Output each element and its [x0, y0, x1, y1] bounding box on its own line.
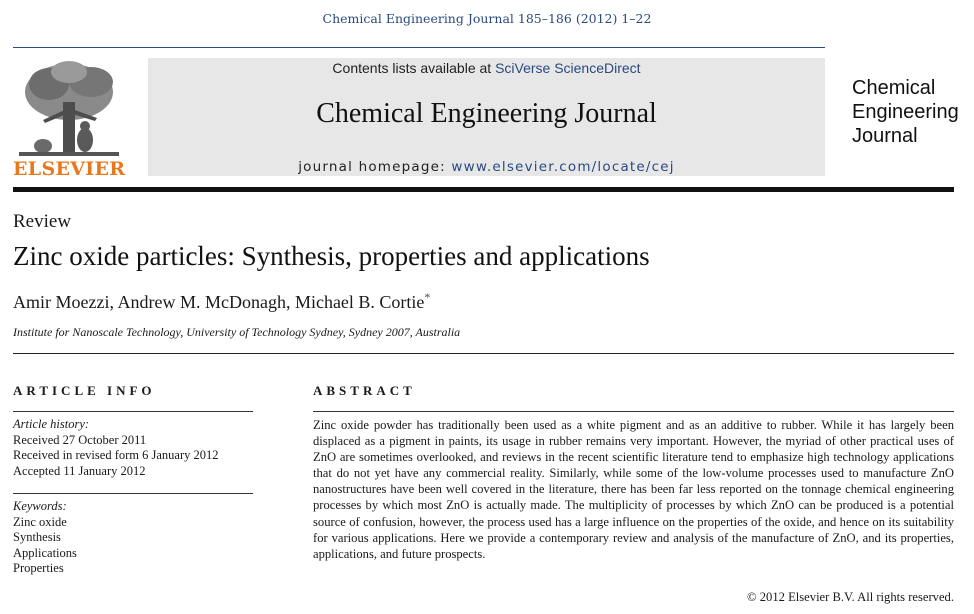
journal-title: Chemical Engineering Journal [316, 98, 657, 129]
keywords-label: Keywords: [13, 499, 67, 513]
history-item: Received in revised form 6 January 2012 [13, 448, 219, 462]
cover-title-line: Journal [852, 125, 918, 147]
paper-title: Zinc oxide particles: Synthesis, properties and applications [13, 241, 650, 271]
keyword-item: Synthesis [13, 530, 61, 544]
header-thick-divider [13, 187, 954, 192]
journal-citation: Chemical Engineering Journal 185–186 (2012) 1–22 [322, 11, 652, 26]
contents-line [148, 60, 825, 76]
corresponding-author-link[interactable]: * [424, 290, 431, 304]
abstract-divider [313, 411, 954, 412]
abstract-heading: ABSTRACT [313, 383, 416, 398]
keywords-block [13, 499, 77, 577]
keywords-divider [13, 493, 253, 494]
homepage-prefix: journal homepage: [298, 159, 452, 175]
keyword-item: Zinc oxide [13, 514, 67, 529]
authors-text: Amir Moezzi, Andrew M. McDonagh, Michael B. Cortie [13, 292, 425, 312]
history-item: Received 27 October 2011 [13, 432, 147, 447]
sciencedirect-link[interactable]: SciVerse ScienceDirect [495, 60, 641, 76]
affiliation: Institute for Nanoscale Technology, University of Technology Sydney, Sydney 2007, Australia [13, 325, 461, 339]
article-type: Review [13, 211, 72, 232]
copyright-notice: © 2012 Elsevier B.V. All rights reserved. [747, 590, 954, 604]
elsevier-wordmark: ELSEVIER [13, 158, 126, 180]
keyword-item: Properties [13, 561, 64, 575]
section-divider [13, 353, 954, 354]
abstract-text: Zinc oxide powder has traditionally been used as a white pigment and as an additive to rubber. While it has largely been displaced as a pigment in paints, its usage in rubber remains very important. However, the myriad of other practical uses of ZnO are sometimes overlooked, and reviews in the recent scientific literature tend to emphasize high technology applications that do not yet have any commercial reality. Similarly, while some of the low-volume processes used to manufacture ZnO nanostructures have been well covered in the literature, there has been far less reported on the tonnage chemical engineering processes by which most ZnO is actually made. The multiplicity of processes by which ZnO can be produced is a potential source of confusion, however, the process used has a large influence on the properties of the oxide, and hence on its suitability for various applications. Here we provide a contemporary review and analysis of the manufacture of ZnO, and its properties, applications, and future prospects. [313, 418, 954, 561]
contents-prefix: Contents lists available at [332, 60, 496, 76]
homepage-link[interactable]: www.elsevier.com/locate/cej [451, 159, 675, 175]
homepage-line [148, 159, 825, 175]
history-item: Accepted 11 January 2012 [13, 463, 146, 478]
article-history [13, 417, 219, 479]
article-info-divider [13, 411, 253, 412]
history-label: Article history: [13, 417, 90, 431]
author-list [13, 290, 430, 313]
cover-title-line: Chemical [852, 77, 936, 99]
keyword-item: Applications [13, 545, 77, 560]
journal-cover-title [852, 76, 967, 148]
header-divider [13, 47, 825, 48]
cover-title-line: Engineering [852, 101, 959, 123]
article-info-heading: ARTICLE INFO [13, 383, 156, 398]
